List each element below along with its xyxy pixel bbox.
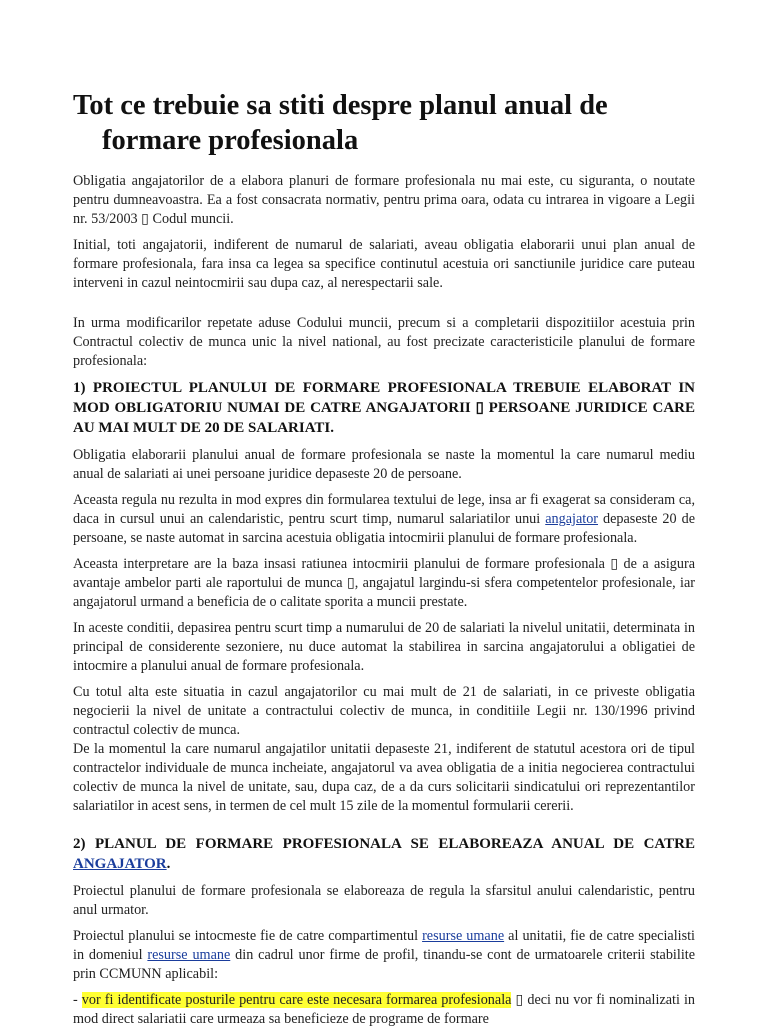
spacer bbox=[73, 300, 695, 314]
paragraph-situatia bbox=[73, 683, 695, 816]
paragraph-initial: Initial, toti angajatorii, indiferent de numarul de salariati, aveau obligatia elaborarii unui plan anual de formare profesionala, fara insa ca legea sa specifice continutul acestuia ori sanctiunile juridice care puteau interveni in cazul neintocmirii sau dupa caz, al nerespectarii sale. bbox=[73, 237, 695, 291]
text-span: Aceasta regula nu rezulta in mod expres din formularea textului de lege, insa ar fi exagerat sa consideram ca, daca in cursul unui an calendaristic, pentru scurt timp, numarul salariatilor unui bbox=[73, 492, 695, 527]
heading-period: . bbox=[166, 856, 171, 872]
link-angajator[interactable]: angajator bbox=[545, 511, 599, 527]
link-resurse-umane[interactable]: resurse umane bbox=[422, 928, 505, 944]
section-heading-2 bbox=[73, 834, 695, 874]
text-span: Proiectul planului se intocmeste fie de catre compartimentul bbox=[73, 928, 423, 944]
paragraph-obligatia: Obligatia elaborarii planului anual de formare profesionala se naste la momentul la care numarul mediu anual de salariati ai unei persoane juridice depaseste 20 de persoane. bbox=[73, 447, 695, 482]
text-span: ▯ deci nu vor fi nominalizati in mod direct salariatii care urmeaza sa beneficieze de programe de formare bbox=[73, 992, 696, 1027]
text-span: Cu totul alta este situatia in cazul angajatorilor cu mai mult de 21 de salariati, in ce priveste obligatia negocierii la nivel de unitate a contractului colectiv de munca, in conditiile Legii nr. 130/1996 privind contractul colectiv de munca. bbox=[73, 684, 695, 738]
text-span: De la momentul la care numarul angajatilor unitatii depaseste 21, indiferent de statutul acestora ori de tipul contractelor individuale de munca incheiate, angajatorul va avea obligatia de a initia negocierea contractului colectiv de munca la nivel de unitate, sau, dupa caz, de a da curs solicitarii sindicatului ori reprezentantilor salariatilor in acest sens, in termen de cel mult 15 zile de la momentul formularii cererii. bbox=[73, 741, 695, 814]
paragraph-intro: Obligatia angajatorilor de a elabora planuri de formare profesionala nu mai este, cu siguranta, o noutate pentru dumneavoastra. Ea a fost consacrata normativ, pentru prima oara, odata cu intrarea in vigoare a Legii nr. 53/2003 ▯ Codul muncii. bbox=[73, 173, 695, 227]
paragraph-conditii: In aceste conditii, depasirea pentru scurt timp a numarului de 20 de salariati la nivelul unitatii, determinata in principal de considerente sezoniere, nu duce automat la stabilirea in sarcina angajatorului a obligatiei de intocmire a planului anual de formare profesionala. bbox=[73, 620, 695, 674]
paragraph-proiectul: Proiectul planului de formare profesionala se elaboreaza de regula la sfarsitul anului calendaristic, pentru anul urmator. bbox=[73, 883, 695, 918]
text-span: depaseste 20 de persoane, se naste automat in sarcina acestuia obligatia intocmirii planului de formare profesionala. bbox=[73, 511, 695, 546]
heading-text: 2) PLANUL DE FORMARE PROFESIONALA SE ELABOREAZA ANUAL DE CATRE bbox=[73, 836, 695, 852]
text-span: al unitatii, fie de catre specialisti in domeniul bbox=[73, 928, 695, 963]
paragraph-intocmeste bbox=[73, 927, 695, 984]
paragraph-regula bbox=[73, 491, 695, 548]
link-angajator-heading[interactable]: ANGAJATOR bbox=[73, 856, 167, 872]
paragraph-interpretare: Aceasta interpretare are la baza insasi ratiunea intocmirii planului de formare profesionala ▯ de a asigura avantaje ambelor parti ale raportului de munca ▯, angajatul largindu-si sfera competentelor profesionale, iar angajatorul urmand a beneficia de o calitate sporita a muncii prestate. bbox=[73, 556, 695, 610]
page-title: Tot ce trebuie sa stiti despre planul anual de formare profesionala bbox=[73, 90, 608, 156]
text-span: din cadrul unor firme de profil, tinandu-se cont de urmatoarele criterii stabilite prin CCMUNN aplicabil: bbox=[73, 947, 695, 982]
paragraph-modificari: In urma modificarilor repetate aduse Codului muncii, precum si a completarii dispozitiilor acestuia prin Contractul colectiv de munca unic la nivel national, au fost precizate caracteristicile planului de formare profesionala: bbox=[73, 315, 695, 369]
text-span: - bbox=[73, 992, 82, 1008]
paragraph-criterii bbox=[73, 991, 695, 1029]
link-resurse-umane-2[interactable]: resurse umane bbox=[147, 947, 231, 963]
document-page bbox=[73, 88, 695, 1036]
section-heading-1: 1) PROIECTUL PLANULUI DE FORMARE PROFESIONALA TREBUIE ELABORAT IN MOD OBLIGATORIU NUMAI DE CATRE ANGAJATORII ▯ PERSOANE JURIDICE CARE AU MAI MULT DE 20 DE SALARIATI. bbox=[73, 380, 695, 436]
highlighted-text: vor fi identificate posturile pentru care este necesara formarea profesionala bbox=[81, 992, 512, 1008]
